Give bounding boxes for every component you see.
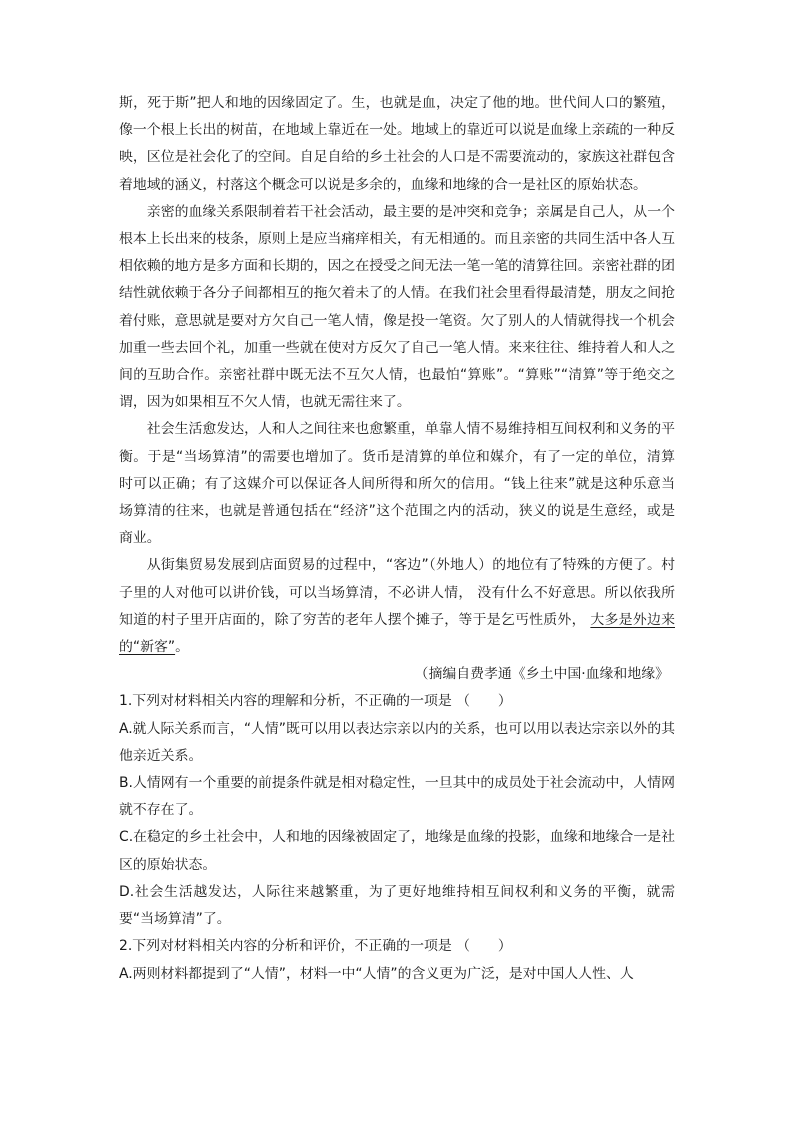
paragraph-4-tail: 。 — [175, 639, 189, 656]
question-2-option-a: A.两则材料都提到了“人情”，材料一中“人情”的含义更为广泛，是对中国人人性、人 — [119, 965, 634, 982]
question-1-option-a: A.就人际关系而言，“人情”既可以用以表达宗亲以内的关系，也可以用以表达宗亲以外的其他亲近关系。 — [119, 720, 675, 764]
source-citation: （摘编自费孝通《乡土中国·血缘和地缘》 — [414, 666, 669, 683]
paragraph-1: 斯，死于斯”把人和地的因缘固定了。生，也就是血，决定了他的地。世代间人口的繁殖，像一个根上长出的树苗，在地域上靠近在一处。地域上的靠近可以说是血缘上亲疏的一种反映，区位是社会化了的空间。自足自给的乡土社会的人口是不需要流动的，家族这社群包含着地域的涵义，村落这个概念可以说是多余的，血缘和地缘的合一是社区的原始状态。 — [119, 95, 675, 193]
question-1-option-c: C.在稳定的乡土社会中，人和地的因缘被固定了，地缘是血缘的投影，血缘和地缘合一是社区的原始状态。 — [119, 829, 675, 873]
document-page — [119, 90, 675, 988]
paragraph-4 — [119, 552, 675, 661]
question-2-stem: 2.下列对材料相关内容的分析和评价，不正确的一项是 （ ） — [119, 938, 512, 955]
paragraph-2: 亲密的血缘关系限制着若干社会活动，最主要的是冲突和竞争；亲属是自己人，从一个根本上长出来的枝条，原则上是应当痛痒相关，有无相通的。而且亲密的共同生活中各人互相依赖的地方是多方面和长期的，因之在授受之间无法一笔一笔的清算往回。亲密社群的团结性就依赖于各分子间都相互的拖欠着未了的人情。在我们社会里看得最清楚，朋友之间抢着付账，意思就是要对方欠自己一笔人情，像是投一笔资。欠了别人的人情就得找一个机会加重一些去回个礼，加重一些就在使对方反欠了自己一笔人情。来来往往、维持着人和人之间的互助合作。亲密社群中既无法不互欠人情，也最怕“算账”。“算账”“清算”等于绝交之谓，因为如果相互不欠人情，也就无需往来了。 — [119, 203, 675, 411]
question-1-stem: 1.下列对材料相关内容的理解和分析，不正确的一项是 （ ） — [119, 693, 512, 710]
question-1-option-d: D.社会生活越发达，人际往来越繁重，为了更好地维持相互间权利和义务的平衡，就需要“当场算清”了。 — [119, 883, 675, 928]
paragraph-4-text: 从街集贸易发展到店面贸易的过程中，“客边”（外地人）的地位有了特殊的方便了。村子里的人对他可以讲价钱，可以当场算清，不必讲人情， 没有什么不好意思。所以依我所知道的村子里开店面的，除了穷苦的老年人摆个摊子，等于是乞丐性质外， — [119, 557, 675, 628]
question-1-option-b: B.人情网有一个重要的前提条件就是相对稳定性，一旦其中的成员处于社会流动中，人情网就不存在了。 — [119, 775, 675, 819]
underlined-phrase: 大多是外边来的“新客” — [119, 611, 675, 656]
paragraph-3: 社会生活愈发达，人和人之间往来也愈繁重，单靠人情不易维持相互间权利和义务的平衡。于是“当场算清”的需要也增加了。货币是清算的单位和媒介，有了一定的单位，清算时可以正确；有了这媒介可以保证各人间所得和所欠的信用。“钱上往来”就是这种乐意当场算清的往来，也就是普通包括在“经济”这个范围之内的活动，狭义的说是生意经，或是商业。 — [119, 421, 675, 547]
